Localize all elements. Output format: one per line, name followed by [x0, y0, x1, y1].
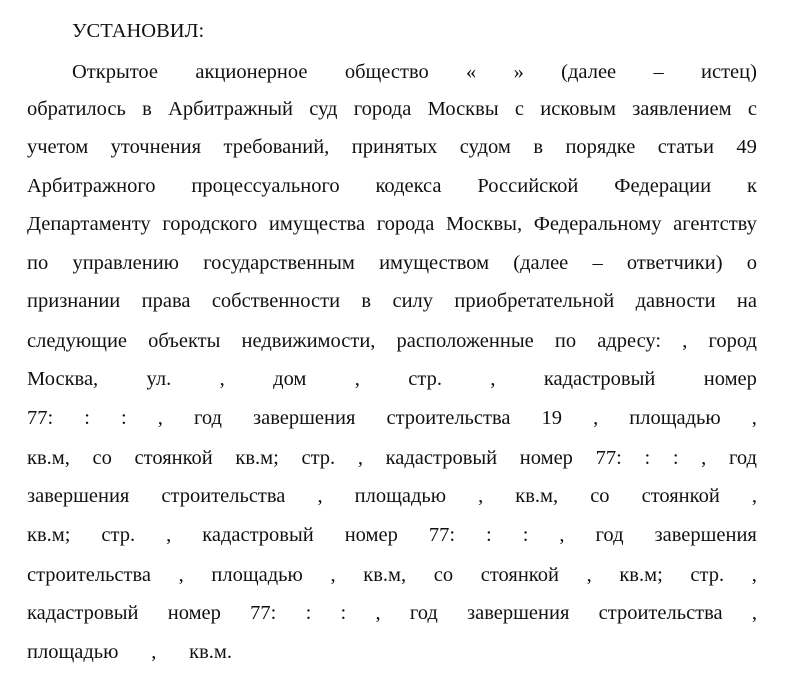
word: стр.: [408, 368, 442, 390]
word: кв.м,: [363, 564, 407, 586]
paragraph-line: [27, 97, 757, 121]
paragraph-line: [72, 60, 757, 84]
word: судом: [459, 136, 511, 158]
word: обратилось: [27, 98, 126, 120]
word: номер: [703, 368, 757, 390]
word: статьи: [657, 136, 714, 158]
word: Арбитражного: [27, 175, 156, 197]
word: год: [595, 524, 624, 546]
word: со: [590, 485, 610, 507]
word: Федеральному: [533, 213, 662, 235]
word: год: [193, 407, 222, 429]
word: ,: [317, 485, 323, 507]
word: –: [592, 252, 603, 274]
word: завершения: [27, 485, 130, 507]
word: права: [141, 290, 191, 312]
word: истец): [701, 61, 757, 83]
word: учетом: [27, 136, 89, 158]
paragraph-line: [27, 446, 757, 470]
word: на: [736, 290, 757, 312]
paragraph-line: [27, 212, 757, 236]
word: признании: [27, 290, 121, 312]
word: площадью: [27, 641, 119, 663]
word: собственности: [211, 290, 341, 312]
word: города: [376, 213, 435, 235]
word: кв.м;: [235, 447, 279, 469]
word: ,: [478, 485, 484, 507]
word: строительства: [27, 564, 151, 586]
word: кадастровый: [27, 602, 139, 624]
word: Москвы,: [445, 213, 523, 235]
word: завершения: [467, 602, 570, 624]
word: :: [121, 407, 127, 429]
word: ,: [490, 368, 496, 390]
paragraph-line: [27, 484, 757, 508]
word: кодекса: [375, 175, 442, 197]
word: номер: [519, 447, 573, 469]
word: кв.м;: [27, 524, 71, 546]
word: (далее: [513, 252, 569, 274]
word: :: [672, 447, 679, 469]
word: Открытое: [72, 61, 159, 83]
word: ,: [593, 407, 599, 429]
word: ответчики): [626, 252, 723, 274]
word: кадастровый: [543, 368, 656, 390]
word: кв.м,: [27, 447, 70, 469]
word: номер: [167, 602, 221, 624]
word: дом: [273, 368, 307, 390]
paragraph-line: [27, 367, 757, 391]
word: по: [554, 330, 577, 352]
word: 77:: [27, 407, 54, 429]
word: объекты: [148, 330, 221, 352]
word: 49: [736, 136, 757, 158]
word: агентству: [673, 213, 757, 235]
word: ,: [559, 524, 565, 546]
word: общество: [344, 61, 429, 83]
word: Москвы: [427, 98, 499, 120]
word: города: [353, 98, 412, 120]
word: кв.м,: [515, 485, 559, 507]
word: площадью: [354, 485, 447, 507]
heading-ustanovil: УСТАНОВИЛ:: [72, 20, 205, 42]
word: Арбитражный: [168, 98, 293, 120]
word: давности: [635, 290, 716, 312]
word: недвижимости,: [241, 330, 376, 352]
word: к: [746, 175, 757, 197]
word: принятых: [351, 136, 438, 158]
word: приобретательной: [454, 290, 615, 312]
word: Департаменту: [27, 213, 151, 235]
word: :: [644, 447, 651, 469]
word: год: [409, 602, 438, 624]
word: ,: [330, 564, 336, 586]
paragraph-line: [27, 601, 757, 625]
word: (далее: [561, 61, 617, 83]
word: стоянкой: [641, 485, 720, 507]
word: «: [466, 61, 477, 83]
word: силу: [392, 290, 434, 312]
word: процессуального: [191, 175, 340, 197]
word: акционерное: [195, 61, 308, 83]
word: завершения: [253, 407, 356, 429]
word: с: [747, 98, 757, 120]
word: требований,: [223, 136, 330, 158]
word: городского: [162, 213, 258, 235]
word: со: [92, 447, 112, 469]
paragraph-line: [27, 563, 757, 587]
word: ,: [375, 602, 381, 624]
word: 77:: [428, 524, 456, 546]
word: :: [305, 602, 312, 624]
word: площадью: [629, 407, 721, 429]
word: ,: [157, 407, 163, 429]
word: год: [728, 447, 757, 469]
paragraph-line: [27, 329, 757, 353]
word: ,: [166, 524, 172, 546]
word: строительства: [386, 407, 511, 429]
paragraph-line: [27, 251, 757, 275]
word: Российской: [477, 175, 579, 197]
word: адресу:: [597, 330, 662, 352]
word: стр.: [301, 447, 336, 469]
word: кадастровый: [202, 524, 314, 546]
word: в: [533, 136, 543, 158]
word: 19: [541, 407, 563, 429]
word: стоянкой: [134, 447, 213, 469]
word: ,: [354, 368, 360, 390]
word: Федерации: [614, 175, 712, 197]
paragraph-line: [27, 135, 757, 159]
word: :: [340, 602, 347, 624]
word: уточнения: [110, 136, 202, 158]
word: по: [27, 252, 49, 274]
word: завершения: [654, 524, 757, 546]
word: ,: [178, 564, 184, 586]
word: государственным: [203, 252, 355, 274]
word: в: [361, 290, 372, 312]
paragraph-line: [27, 640, 232, 664]
word: с: [514, 98, 524, 120]
word: »: [513, 61, 524, 83]
word: ,: [701, 447, 707, 469]
word: суд: [309, 98, 338, 120]
word: :: [486, 524, 492, 546]
word: порядке: [565, 136, 636, 158]
word: ,: [151, 641, 157, 663]
word: ,: [586, 564, 592, 586]
word: заявлением: [632, 98, 732, 120]
word: со: [433, 564, 454, 586]
word: имуществом: [379, 252, 490, 274]
word: ,: [751, 485, 757, 507]
paragraph-line: [27, 523, 757, 547]
paragraph-line: [27, 406, 757, 430]
word: стр.: [101, 524, 136, 546]
word: о: [746, 252, 757, 274]
word: ,: [751, 602, 757, 624]
word: управлению: [72, 252, 180, 274]
word: в: [142, 98, 152, 120]
word: ,: [751, 407, 757, 429]
word: имущества: [268, 213, 366, 235]
word: ,: [682, 330, 688, 352]
word: 77:: [250, 602, 277, 624]
word: ,: [751, 564, 757, 586]
word: ул.: [146, 368, 172, 390]
word: Москва,: [27, 368, 99, 390]
word: исковым: [540, 98, 616, 120]
paragraph-line: [27, 289, 757, 313]
word: расположенные: [396, 330, 534, 352]
word: строительства: [598, 602, 723, 624]
word: кадастровый: [385, 447, 498, 469]
word: площадью: [211, 564, 303, 586]
word: ,: [219, 368, 225, 390]
word: :: [84, 407, 90, 429]
word: строительства: [161, 485, 286, 507]
word: :: [522, 524, 529, 546]
word: следующие: [27, 330, 128, 352]
paragraph-line: [27, 174, 757, 198]
word: стр.: [690, 564, 725, 586]
word: стоянкой: [480, 564, 559, 586]
word: город: [708, 330, 757, 352]
word: кв.м.: [189, 641, 232, 663]
word: номер: [344, 524, 398, 546]
word: –: [653, 61, 664, 83]
word: 77:: [595, 447, 622, 469]
word: кв.м;: [619, 564, 663, 586]
word: ,: [357, 447, 363, 469]
